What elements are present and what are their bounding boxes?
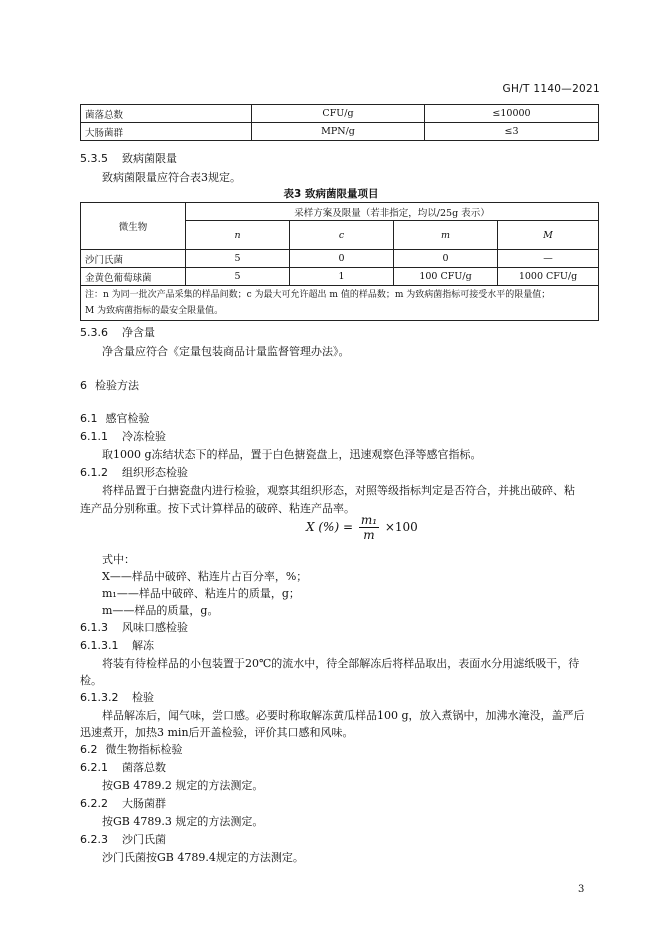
section-heading: 6.1.2 组织形态检验 <box>80 466 188 479</box>
paragraph: 按GB 4789.2 规定的方法测定。 <box>102 779 264 792</box>
paragraph: 检。 <box>80 674 102 687</box>
paragraph: 净含量应符合《定量包装商品计量监督管理办法》。 <box>102 345 350 358</box>
definition: m——样品的质量，g。 <box>102 604 219 617</box>
table-cell: ≤10000 <box>425 105 599 123</box>
table-cell: 5 <box>186 250 290 268</box>
pathogen-limit-table <box>80 202 599 321</box>
paragraph: 迅速煮开，加热3 min后开盖检验，评价其口感和风味。 <box>80 726 354 739</box>
table-cell: 菌落总数 <box>81 105 252 123</box>
section-heading: 6.2.1 菌落总数 <box>80 761 166 774</box>
section-heading: 5.3.5 致病菌限量 <box>80 152 177 165</box>
table-caption: 表3 致病菌限量项目 <box>283 188 379 200</box>
table-cell: — <box>498 250 599 268</box>
formula-lhs: X (%) = <box>306 520 353 534</box>
section-heading: 6.2.2 大肠菌群 <box>80 797 166 810</box>
table-cell: ≤3 <box>425 123 599 141</box>
paragraph: 将装有待检样品的小包装置于20℃的流水中，待全部解冻后将样品取出，表面水分用滤纸吸干，待 <box>102 657 580 670</box>
paragraph: 连产品分别称重。按下式计算样品的破碎、粘连产品率。 <box>80 502 355 515</box>
table-cell: 100 CFU/g <box>394 268 498 286</box>
table-cell: 1 <box>290 268 394 286</box>
definition: X——样品中破碎、粘连片占百分率，%； <box>102 570 308 583</box>
table-header-cell: c <box>290 221 394 250</box>
table-cell: MPN/g <box>252 123 425 141</box>
table-row <box>81 203 599 221</box>
section-heading: 6.1 感官检验 <box>80 412 150 425</box>
definition: m₁——样品中破碎、粘连片的质量，g； <box>102 587 300 600</box>
table-header-cell: n <box>186 221 290 250</box>
table-cell: 1000 CFU/g <box>498 268 599 286</box>
section-heading: 6.1.3 风味口感检验 <box>80 621 188 634</box>
table-note: 注：n 为同一批次产品采集的样品间数；c 为最大可允许超出 m 值的样品数；m 为致病菌指标可接受水平的限量值； M 为致病菌指标的最安全限量值。 <box>81 286 599 321</box>
section-heading: 6.1.3.1 解冻 <box>80 639 154 652</box>
formula-rhs: ×100 <box>384 520 418 534</box>
formula-fraction: $\frac{\text{m₁}}{m}$ <box>360 513 378 542</box>
table-cell: 5 <box>186 268 290 286</box>
table-cell: 沙门氏菌 <box>81 250 186 268</box>
paragraph: 取1000 g冻结状态下的样品，置于白色搪瓷盘上，迅速观察色泽等感官指标。 <box>102 448 482 461</box>
table-row <box>81 286 599 321</box>
table-cell: 金黄色葡萄球菌 <box>81 268 186 286</box>
paragraph: 式中： <box>102 553 135 566</box>
table-cell: 大肠菌群 <box>81 123 252 141</box>
paragraph: 致病菌限量应符合表3规定。 <box>102 171 241 184</box>
section-heading: 6.2.3 沙门氏菌 <box>80 833 166 846</box>
paragraph: 将样品置于白搪瓷盘内进行检验，观察其组织形态，对照等级指标判定是否符合，并挑出破碎、粘 <box>102 484 575 497</box>
section-heading: 6.1.1 冷冻检验 <box>80 430 166 443</box>
page-number: 3 <box>578 884 585 895</box>
paragraph: 样品解冻后，闻气味，尝口感。必要时称取解冻黄瓜样品100 g，放入煮锅中，加沸水淹没，盖严后 <box>102 709 585 722</box>
table-row <box>81 250 599 268</box>
section-heading: 6.1.3.2 检验 <box>80 691 154 704</box>
paragraph: 沙门氏菌按GB 4789.4规定的方法测定。 <box>102 851 304 864</box>
section-heading: 5.3.6 净含量 <box>80 326 155 339</box>
microbe-table-continued <box>80 104 599 141</box>
table-cell: 0 <box>290 250 394 268</box>
table-row <box>81 105 599 123</box>
section-heading: 6.2 微生物指标检验 <box>80 743 183 756</box>
formula <box>306 513 418 542</box>
chapter-heading: 6 检验方法 <box>80 379 139 392</box>
table-header-cell: 微生物 <box>81 203 186 250</box>
table-cell: 0 <box>394 250 498 268</box>
table-header-cell: M <box>498 221 599 250</box>
table-header-cell: m <box>394 221 498 250</box>
standard-code: GH/T 1140—2021 <box>502 83 600 95</box>
table-header-cell: 采样方案及限量（若非指定，均以/25g 表示） <box>186 203 599 221</box>
paragraph: 按GB 4789.3 规定的方法测定。 <box>102 815 264 828</box>
table-row <box>81 123 599 141</box>
table-cell: CFU/g <box>252 105 425 123</box>
table-row <box>81 268 599 286</box>
